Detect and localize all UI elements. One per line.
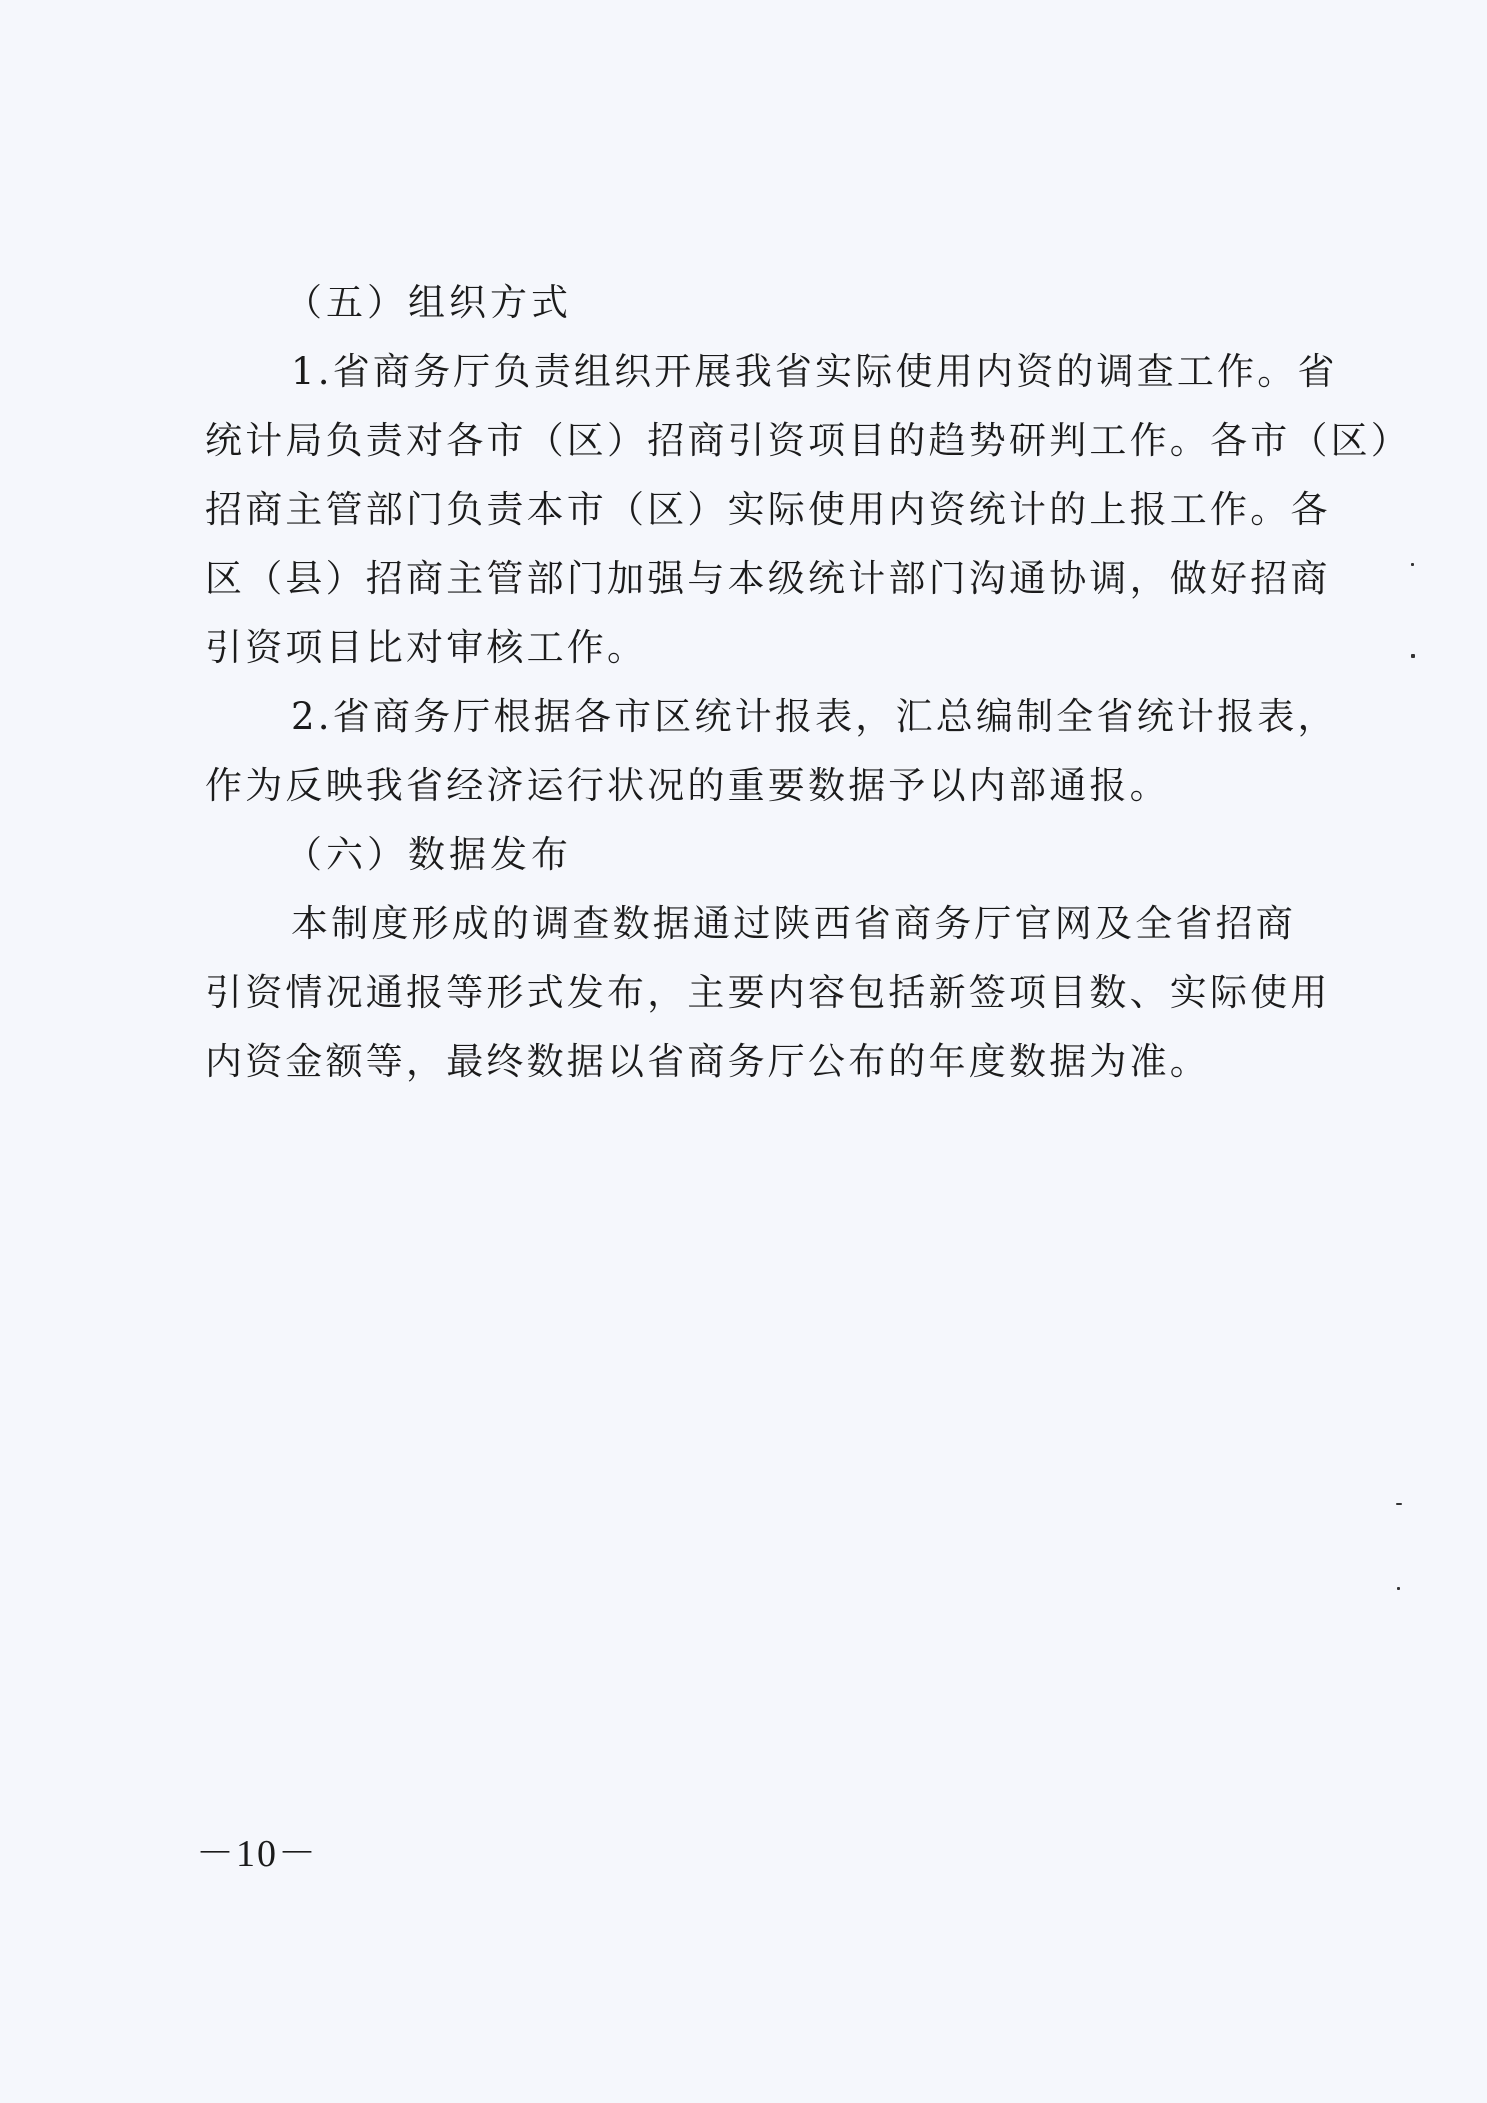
scan-speck: [1396, 1503, 1402, 1505]
scan-speck: [1411, 654, 1415, 658]
scan-speck: [1411, 563, 1414, 566]
paragraph-line: 招商主管部门负责本市（区）实际使用内资统计的上报工作。各: [205, 488, 1331, 531]
scan-speck: [1397, 1587, 1400, 1590]
paragraph-line: 1.省商务厅负责组织开展我省实际使用内资的调查工作。省: [291, 350, 1338, 393]
paragraph-line: 引资情况通报等形式发布，主要内容包括新签项目数、实际使用: [205, 971, 1331, 1014]
paragraph-line: 作为反映我省经济运行状况的重要数据予以内部通报。: [205, 764, 1170, 807]
page-number: －10－: [196, 1833, 319, 1875]
paragraph-line: 统计局负责对各市（区）招商引资项目的趋势研判工作。各市（区）: [205, 419, 1411, 462]
paragraph-line: 内资金额等，最终数据以省商务厅公布的年度数据为准。: [205, 1040, 1210, 1083]
section-heading: （六）数据发布: [285, 833, 572, 876]
paragraph: [205, 889, 1331, 1096]
paragraph: [205, 682, 1338, 820]
paragraph-line: 2.省商务厅根据各市区统计报表，汇总编制全省统计报表，: [291, 695, 1338, 738]
document-body: [205, 268, 1411, 1096]
paragraph-line: 引资项目比对审核工作。: [205, 626, 648, 669]
paragraph-line: 区（县）招商主管部门加强与本级统计部门沟通协调，做好招商: [205, 557, 1331, 600]
section-heading: （五）组织方式: [285, 281, 572, 324]
paragraph-line: 本制度形成的调查数据通过陕西省商务厅官网及全省招商: [291, 902, 1296, 945]
paragraph: [205, 337, 1411, 682]
